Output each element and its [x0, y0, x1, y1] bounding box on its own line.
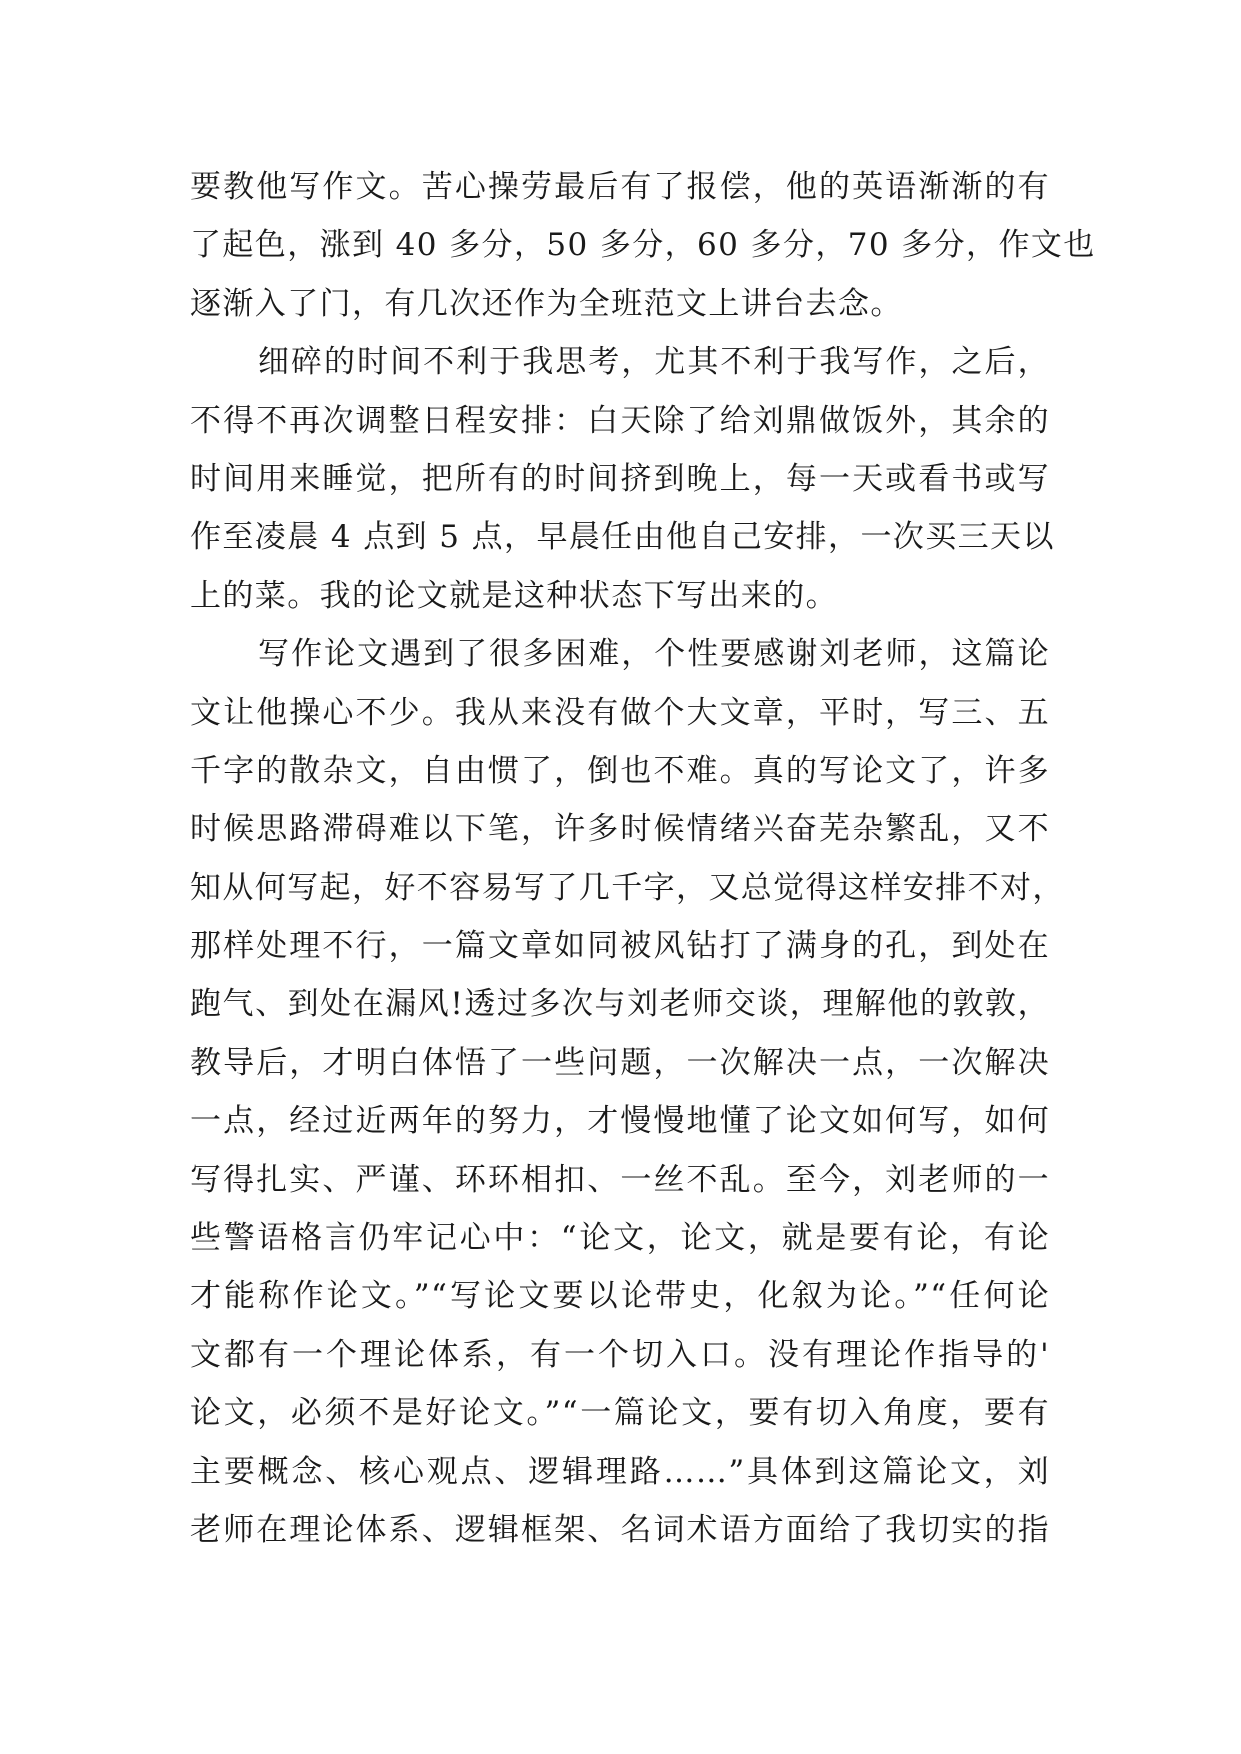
text-line: 时间用来睡觉，把所有的时间挤到晚上，每一天或看书或写 — [190, 460, 1050, 497]
text-line: 些警语格言仍牢记心中：“论文，论文，就是要有论，有论 — [190, 1220, 1050, 1257]
text-line: 逐渐入了门，有几次还作为全班范文上讲台去念。 — [190, 285, 903, 322]
text-line: 写作论文遇到了很多困难，个性要感谢刘老师，这篇论 — [258, 636, 1050, 673]
text-line: 写得扎实、严谨、环环相扣、一丝不乱。至今，刘老师的一 — [190, 1161, 1050, 1198]
text-line: 细碎的时间不利于我思考，尤其不利于我写作，之后， — [258, 344, 1050, 381]
text-line: 一点，经过近两年的努力，才慢慢地懂了论文如何写，如何 — [190, 1103, 1050, 1140]
text-line: 千字的散杂文，自由惯了，倒也不难。真的写论文了，许多 — [190, 752, 1050, 789]
text-line: 主要概念、核心观点、逻辑理路……”具体到这篇论文，刘 — [190, 1453, 1050, 1490]
text-line: 时候思路滞碍难以下笔，许多时候情绪兴奋芜杂繁乱，又不 — [190, 811, 1050, 848]
text-line: 文让他操心不少。我从来没有做个大文章，平时，写三、五 — [190, 694, 1050, 731]
text-line: 教导后，才明白体悟了一些问题，一次解决一点，一次解决 — [190, 1044, 1050, 1081]
body-text — [190, 158, 1096, 1559]
text-line: 跑气、到处在漏风!透过多次与刘老师交谈，理解他的敦敦， — [190, 986, 1050, 1023]
text-line: 才能称作论文。”“写论文要以论带史，化叙为论。”“任何论 — [190, 1278, 1050, 1315]
text-line: 文都有一个理论体系，有一个切入口。没有理论作指导的' — [190, 1336, 1050, 1373]
text-line: 老师在理论体系、逻辑框架、名词术语方面给了我切实的指 — [190, 1511, 1050, 1548]
text-line: 不得不再次调整日程安排：白天除了给刘鼎做饭外，其余的 — [190, 402, 1050, 439]
text-line: 要教他写作文。苦心操劳最后有了报偿，他的英语渐渐的有 — [190, 169, 1050, 205]
text-line: 上的菜。我的论文就是这种状态下写出来的。 — [190, 577, 838, 614]
text-line: 那样处理不行，一篇文章如同被风钻打了满身的孔，到处在 — [190, 928, 1050, 965]
text-line: 作至凌晨 4 点到 5 点，早晨任由他自己安排，一次买三天以 — [190, 519, 1055, 556]
text-line: 知从何写起，好不容易写了几千字，又总觉得这样安排不对， — [190, 869, 1065, 906]
text-line: 了起色，涨到 40 多分，50 多分，60 多分，70 多分，作文也 — [190, 227, 1096, 264]
text-line: 论文，必须不是好论文。”“一篇论文，要有切入角度，要有 — [190, 1395, 1050, 1432]
